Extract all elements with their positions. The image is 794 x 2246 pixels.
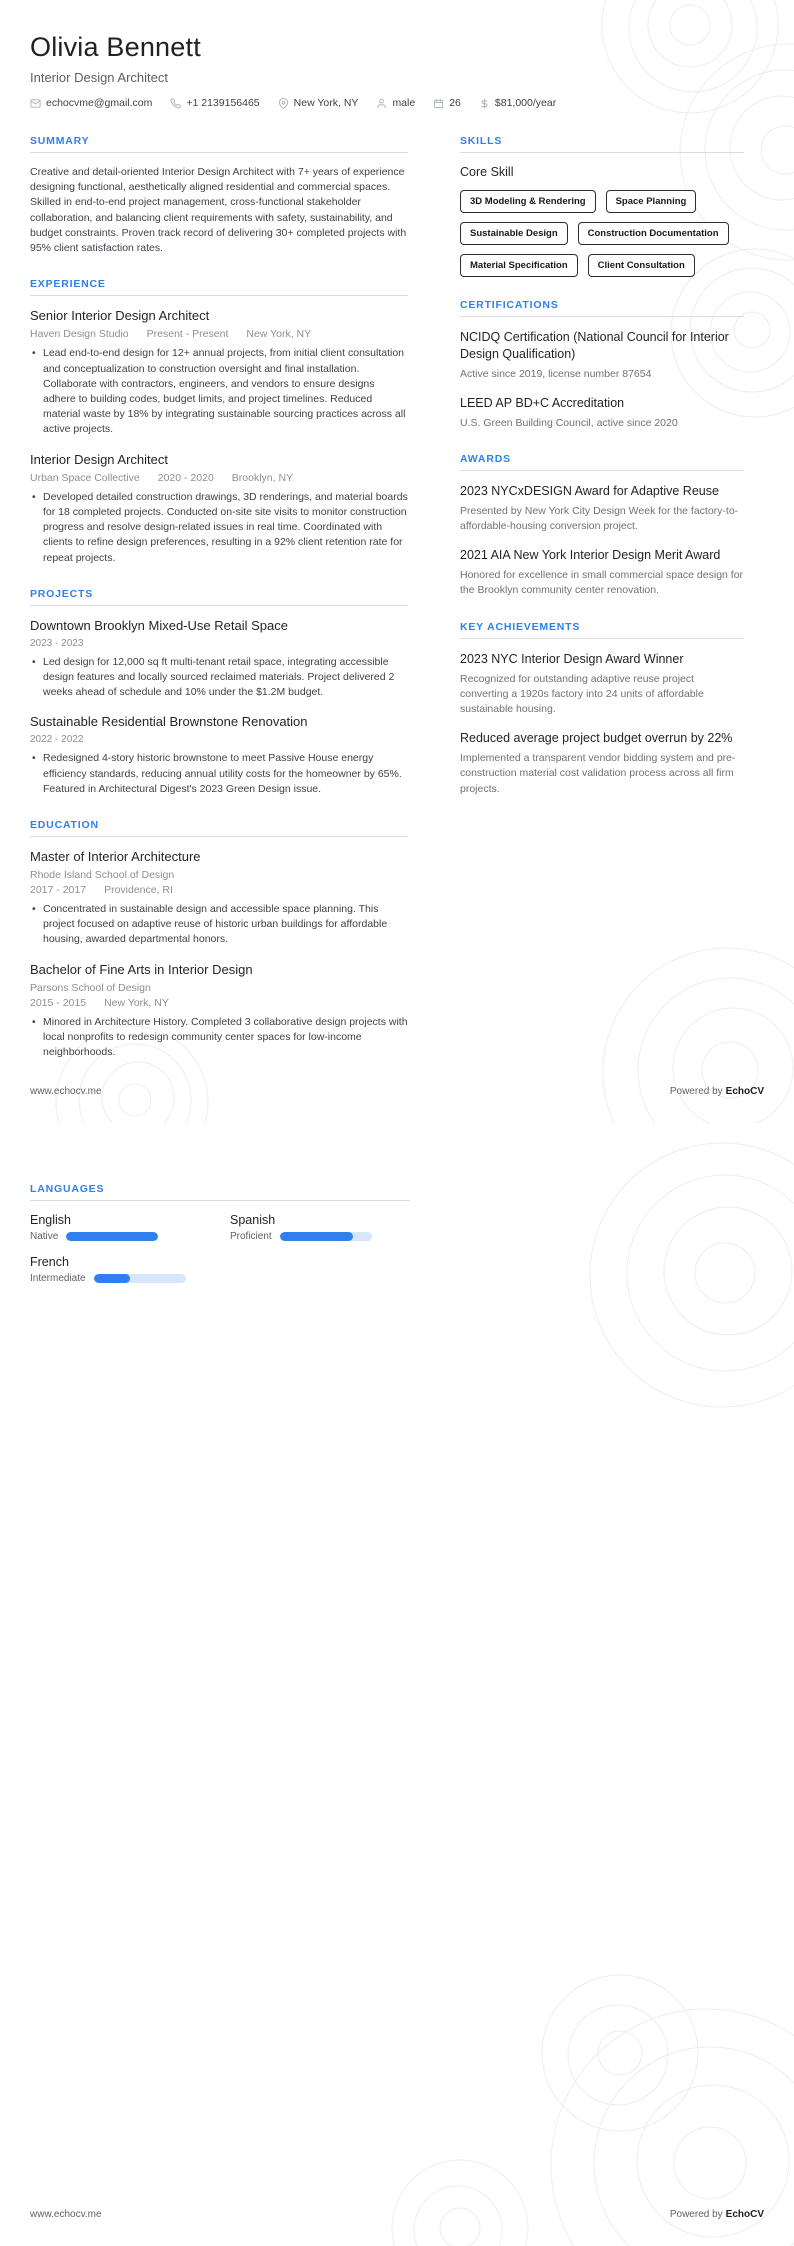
- skill-pill: Space Planning: [606, 190, 697, 213]
- education-dates: 2015 - 2015: [30, 996, 87, 1009]
- award-title: 2023 NYCxDESIGN Award for Adaptive Reuse: [460, 484, 719, 499]
- skills-group-label: Core Skill: [460, 165, 514, 179]
- project-dates: 2022 - 2022: [30, 734, 84, 746]
- education-entry: [30, 849, 408, 948]
- achievement-item: [460, 730, 744, 797]
- language-meta: [30, 1231, 210, 1242]
- education-bullet: • Concentrated in sustainable design and accessible space planning. This project focused on adaptive reuse of historic urban buildings for affordable housing, awarded departmental honors.: [30, 902, 408, 948]
- footer-powered: [670, 2209, 764, 2220]
- contact-email-text: echocvme@gmail.com: [46, 97, 153, 109]
- project-entry: [30, 714, 408, 797]
- project-title: Sustainable Residential Brownstone Renovation: [30, 714, 308, 730]
- language-name: Spanish: [230, 1213, 276, 1227]
- education-heading: EDUCATION: [30, 819, 408, 837]
- skill-pill: Construction Documentation: [578, 222, 729, 245]
- age-icon: [433, 98, 444, 109]
- job-dates: 2020 - 2020: [157, 471, 214, 484]
- job-bullet: • Developed detailed construction drawings, 3D renderings, and material boards for 18 completed projects. Conducted on-site site visits to monitor construction progress and resolve design-related issues in real time. Coordinated with clients to refine design preferences, resulting in a 92% client retention rate for repeat projects.: [30, 490, 408, 566]
- language-name: French: [30, 1255, 69, 1269]
- education-location: Providence, RI: [104, 884, 173, 897]
- summary-text: Creative and detail-oriented Interior Design Architect with 7+ years of experience designing functional, aesthetically aligned residential and commercial spaces. Skilled in end-to-end project management, cross-functional stakeholder collaboration, and balancing client requirements with safety, sustainability, and budget constraints. Proven track record of delivering 30+ completed projects with 95% client satisfaction rates.: [30, 166, 407, 255]
- phone-icon: [170, 98, 181, 109]
- gender-icon: [376, 98, 387, 109]
- experience-section: [30, 278, 408, 565]
- job-dates: Present - Present: [146, 328, 229, 341]
- education-location: New York, NY: [104, 996, 169, 1009]
- language-level: Intermediate: [30, 1273, 86, 1284]
- education-bullet: • Minored in Architecture History. Completed 3 collaborative design projects with local nonprofits to redesign community center spaces for low-income neighborhoods.: [30, 1015, 408, 1061]
- certifications-section: [460, 299, 744, 431]
- achievement-detail: Recognized for outstanding adaptive reuse project converting a 1920s factory into 24 units of affordable sustainable housing.: [460, 672, 704, 715]
- degree-title: Master of Interior Architecture: [30, 849, 201, 865]
- skills-heading: SKILLS: [460, 135, 744, 153]
- contact-gender: [376, 97, 415, 109]
- language-progress-bar: [66, 1232, 158, 1241]
- achievement-title: 2023 NYC Interior Design Award Winner: [460, 651, 684, 666]
- skill-pill: Sustainable Design: [460, 222, 568, 245]
- language-meta: [30, 1273, 210, 1284]
- contact-gender-text: male: [392, 97, 416, 109]
- key-achievements-section: [460, 621, 744, 797]
- contact-location-text: New York, NY: [293, 97, 359, 109]
- school-name: Parsons School of Design: [30, 981, 151, 994]
- language-progress-fill: [66, 1232, 158, 1241]
- contact-age-text: 26: [449, 97, 461, 109]
- job-bullet: • Lead end-to-end design for 12+ annual projects, from initial client consultation and conceptualization to construction oversight and final installation. Collaborate with contractors, engineers, and vendors to ensure designs adhere to building codes, budget limits, and project timelines. Reduced material waste by 18% by integrating sustainable sourcing practices across all active projects.: [30, 346, 408, 437]
- contact-email[interactable]: [30, 97, 152, 109]
- degree-title: Bachelor of Fine Arts in Interior Design: [30, 961, 253, 977]
- project-bullet: • Redesigned 4-story historic brownstone to meet Passive House energy efficiency standards, reducing annual utility costs for the homeowner by 65%. Featured in Architectural Digest's 2023 Green Design issue.: [30, 751, 408, 797]
- contact-location: [278, 97, 359, 109]
- awards-section: [460, 453, 744, 599]
- achievement-item: [460, 651, 744, 718]
- job-title: Senior Interior Design Architect: [30, 308, 210, 324]
- language-progress-fill: [280, 1232, 354, 1241]
- language-item: [230, 1213, 410, 1242]
- certification-title: NCIDQ Certification (National Council for Interior Design Qualification): [460, 330, 729, 361]
- certification-title: LEED AP BD+C Accreditation: [460, 395, 625, 410]
- footer-powered-text: Powered by: [669, 1086, 723, 1097]
- projects-section: [30, 588, 408, 797]
- education-section: [30, 819, 408, 1060]
- job-title: Interior Design Architect: [30, 451, 169, 467]
- education-entry: [30, 962, 408, 1061]
- page-2: [0, 1123, 794, 2246]
- achievement-title: Reduced average project budget overrun by 22%: [460, 731, 733, 746]
- footer-website-link[interactable]: www.echocv.me: [30, 1086, 102, 1097]
- skill-pill: Material Specification: [460, 254, 578, 277]
- contact-phone[interactable]: [170, 97, 259, 109]
- languages-heading: LANGUAGES: [30, 1183, 410, 1201]
- languages-section: [30, 1183, 410, 1284]
- projects-heading: PROJECTS: [30, 588, 408, 606]
- award-detail: Presented by New York City Design Week for the factory-to-affordable-housing conversion project.: [460, 504, 739, 533]
- experience-heading: EXPERIENCE: [30, 278, 408, 296]
- language-progress-bar: [94, 1274, 186, 1283]
- summary-heading: SUMMARY: [30, 135, 408, 153]
- job-meta: [30, 328, 408, 340]
- skill-pill: 3D Modeling & Rendering: [460, 190, 596, 213]
- contact-age: [433, 97, 461, 109]
- award-item: [460, 483, 744, 534]
- language-item: [30, 1213, 210, 1242]
- experience-entry: [30, 308, 408, 437]
- award-item: [460, 547, 744, 598]
- email-icon: [30, 98, 41, 109]
- job-company: Urban Space Collective: [30, 471, 140, 484]
- certification-item: [460, 395, 744, 431]
- contact-phone-text: +1 2139156465: [186, 97, 260, 109]
- certification-detail: Active since 2019, license number 87654: [460, 367, 652, 380]
- awards-heading: AWARDS: [460, 453, 744, 471]
- language-meta: [230, 1231, 410, 1242]
- job-location: New York, NY: [246, 328, 312, 341]
- left-column: [30, 135, 408, 1082]
- person-name: Olivia Bennett: [30, 32, 201, 62]
- education-meta: [30, 997, 408, 1009]
- salary-icon: [479, 98, 490, 109]
- resume-header: [30, 32, 764, 109]
- school-name: Rhode Island School of Design: [30, 869, 175, 882]
- skill-pill: Client Consultation: [588, 254, 695, 277]
- footer-powered-text: Powered by: [669, 2209, 723, 2220]
- job-company: Haven Design Studio: [30, 328, 129, 341]
- project-bullet: • Led design for 12,000 sq ft multi-tenant retail space, integrating accessible design features and locally sourced reclaimed materials. Project delivered 2 weeks ahead of schedule and 10% under the $1.2M budget.: [30, 655, 408, 701]
- project-dates: 2023 - 2023: [30, 637, 84, 649]
- right-column: [460, 135, 744, 1082]
- resume-columns: [30, 135, 764, 1082]
- job-meta: [30, 472, 408, 484]
- skills-section: [460, 135, 744, 277]
- footer-brand: EchoCV: [725, 2209, 764, 2220]
- award-title: 2021 AIA New York Interior Design Merit Award: [460, 548, 721, 563]
- decorative-circles: [0, 1123, 794, 2246]
- language-level: Proficient: [230, 1231, 272, 1242]
- certifications-heading: CERTIFICATIONS: [460, 299, 744, 317]
- contact-salary-text: $81,000/year: [494, 97, 557, 109]
- person-job-title: Interior Design Architect: [30, 70, 169, 85]
- education-dates: 2017 - 2017: [30, 884, 87, 897]
- languages-grid: [30, 1213, 410, 1284]
- key-achievements-heading: KEY ACHIEVEMENTS: [460, 621, 744, 639]
- project-entry: [30, 618, 408, 701]
- language-item: [30, 1255, 210, 1284]
- language-progress-bar: [280, 1232, 372, 1241]
- certification-item: [460, 329, 744, 382]
- language-level: Native: [30, 1231, 59, 1242]
- contact-salary: [479, 97, 556, 109]
- contact-row: [30, 97, 764, 109]
- language-progress-fill: [94, 1274, 131, 1283]
- footer-brand: EchoCV: [725, 1086, 764, 1097]
- footer-powered: [670, 1086, 764, 1097]
- job-location: Brooklyn, NY: [231, 471, 294, 484]
- certification-detail: U.S. Green Building Council, active since 2020: [460, 416, 678, 429]
- summary-section: [30, 135, 408, 256]
- education-meta: [30, 884, 408, 896]
- footer-website-link[interactable]: www.echocv.me: [30, 2209, 102, 2220]
- location-icon: [278, 98, 289, 109]
- experience-entry: [30, 452, 408, 566]
- award-detail: Honored for excellence in small commercial space design for the Brooklyn community center renovation.: [460, 569, 744, 597]
- skill-pills: [460, 190, 744, 277]
- project-title: Downtown Brooklyn Mixed-Use Retail Space: [30, 617, 288, 633]
- language-name: English: [30, 1213, 71, 1227]
- page-footer: [30, 2209, 764, 2220]
- achievement-detail: Implemented a transparent vendor bidding system and pre-construction material cost validation process across all firm projects.: [460, 752, 736, 795]
- page-footer: [30, 1086, 764, 1097]
